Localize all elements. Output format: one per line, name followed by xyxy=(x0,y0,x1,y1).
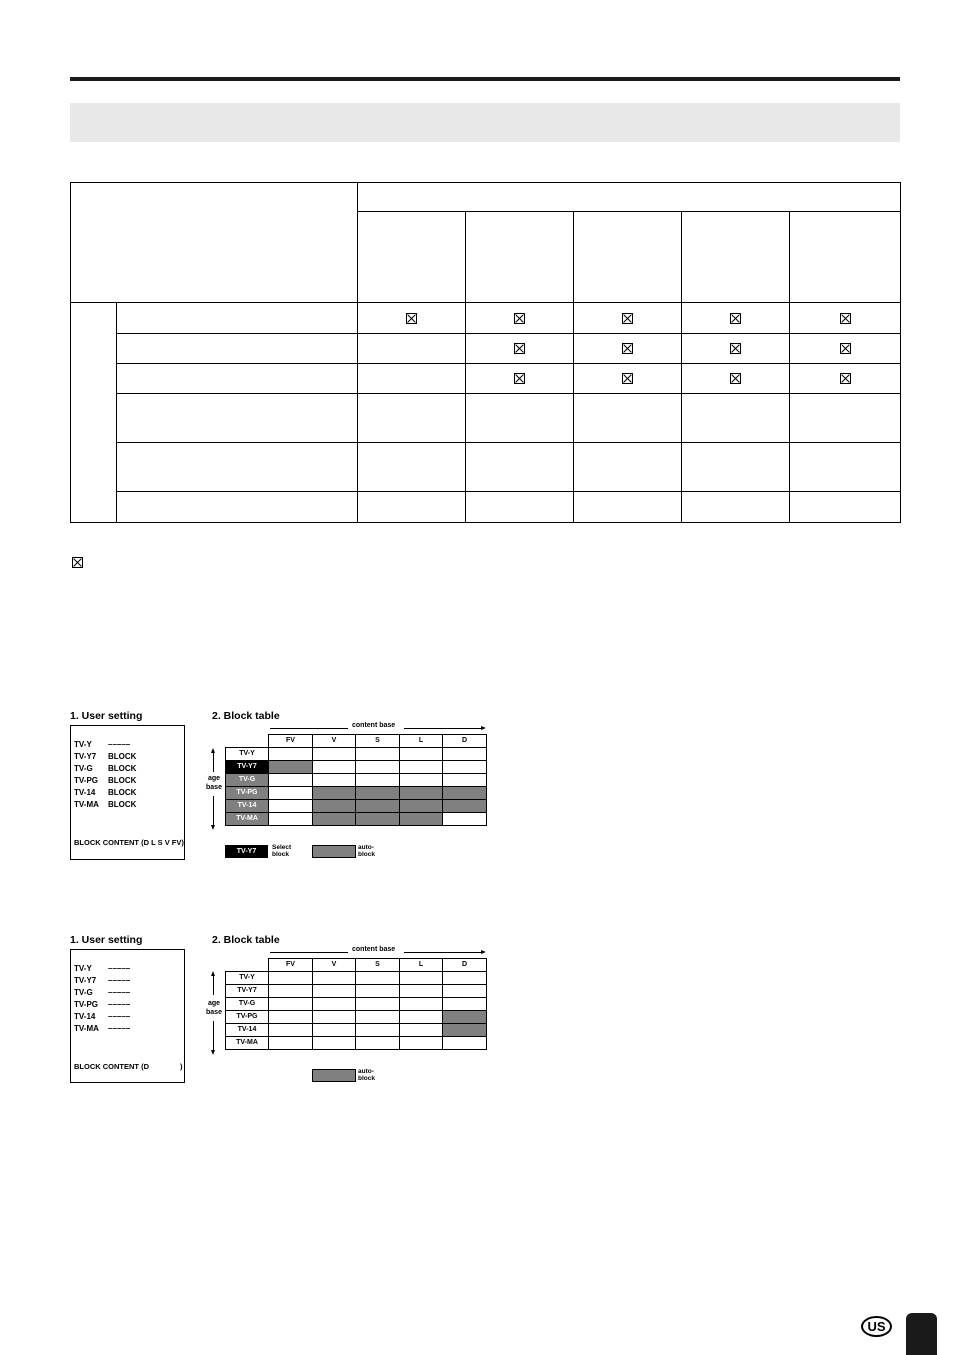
column-header: D xyxy=(443,959,487,972)
user-setting-row: TV-Y7 ––––– xyxy=(74,976,131,985)
user-setting-row: TV-14 BLOCK xyxy=(74,788,137,797)
table-row xyxy=(71,364,901,394)
column-header: FV xyxy=(269,735,313,748)
column-header: L xyxy=(400,959,443,972)
row-group-cell xyxy=(71,303,117,523)
rating-matrix-table xyxy=(70,182,901,523)
user-setting-row: TV-Y ––––– xyxy=(74,964,131,973)
row-label: TV-Y xyxy=(226,972,269,985)
user-setting-row: TV-G ––––– xyxy=(74,988,131,997)
user-setting-row: TV-PG ––––– xyxy=(74,1000,131,1009)
table-row xyxy=(226,800,487,813)
user-setting-row: TV-MA ––––– xyxy=(74,1024,131,1033)
column-header: L xyxy=(400,735,443,748)
table-row xyxy=(226,774,487,787)
x-box-icon xyxy=(72,557,83,568)
block-content-line: BLOCK CONTENT (D xyxy=(74,1062,149,1071)
x-box-icon xyxy=(622,313,633,324)
row-label: TV-Y xyxy=(226,748,269,761)
table-row xyxy=(226,998,487,1011)
column-header xyxy=(574,212,682,303)
row-label: TV-Y7 xyxy=(226,761,269,774)
x-box-icon xyxy=(730,343,741,354)
user-setting-row: TV-PG BLOCK xyxy=(74,776,137,785)
row-label: TV-MA xyxy=(226,1037,269,1050)
block-content-line: BLOCK CONTENT (D L S V FV) xyxy=(74,838,184,847)
row-label xyxy=(117,303,358,334)
column-header: S xyxy=(356,735,400,748)
block-table xyxy=(225,958,487,1050)
auto-block-swatch xyxy=(312,845,356,858)
table-row xyxy=(226,1037,487,1050)
row-label xyxy=(117,492,358,523)
row-label xyxy=(117,394,358,443)
user-setting-row: TV-Y7 BLOCK xyxy=(74,752,137,761)
row-label: TV-G xyxy=(226,774,269,787)
user-setting-row: TV-Y ––––– xyxy=(74,740,131,749)
row-label: TV-14 xyxy=(226,800,269,813)
table-row xyxy=(226,972,487,985)
row-label: TV-G xyxy=(226,998,269,1011)
x-box-icon xyxy=(514,313,525,324)
user-setting-panel xyxy=(70,949,185,1083)
x-box-icon xyxy=(406,313,417,324)
table-row xyxy=(71,394,901,443)
column-header xyxy=(790,212,901,303)
row-label xyxy=(117,334,358,364)
table-row xyxy=(226,1024,487,1037)
content-base-arrow xyxy=(270,952,348,953)
row-label: TV-Y7 xyxy=(226,985,269,998)
row-label: TV-14 xyxy=(226,1024,269,1037)
row-label: TV-PG xyxy=(226,1011,269,1024)
section-header-band xyxy=(70,103,900,142)
age-base-label: age base xyxy=(206,1000,222,1016)
table-row xyxy=(226,761,487,774)
age-base-arrow xyxy=(213,975,214,995)
user-setting-row: TV-14 ––––– xyxy=(74,1012,131,1021)
user-setting-title: 1. User setting xyxy=(70,934,143,946)
table-row xyxy=(226,985,487,998)
row-label: TV-MA xyxy=(226,813,269,826)
column-header: V xyxy=(313,735,356,748)
block-content-close: ) xyxy=(180,1062,183,1071)
table-row xyxy=(71,492,901,523)
content-base-arrow xyxy=(270,728,348,729)
row-label: TV-PG xyxy=(226,787,269,800)
table-row xyxy=(71,334,901,364)
x-box-icon xyxy=(514,373,525,384)
x-box-icon xyxy=(730,373,741,384)
age-base-label: age base xyxy=(206,775,222,791)
select-block-swatch: TV-Y7 xyxy=(225,845,268,858)
content-base-label: content base xyxy=(352,946,396,953)
column-header xyxy=(466,212,574,303)
column-header: FV xyxy=(269,959,313,972)
table-row xyxy=(226,787,487,800)
auto-block-label: auto- block xyxy=(358,1068,375,1082)
column-header: D xyxy=(443,735,487,748)
x-box-icon xyxy=(840,313,851,324)
us-region-badge: US xyxy=(861,1316,892,1337)
auto-block-label: auto- block xyxy=(358,844,375,858)
row-label xyxy=(117,443,358,492)
column-header xyxy=(358,212,466,303)
top-rule xyxy=(70,77,900,81)
block-table xyxy=(225,734,487,826)
x-box-icon xyxy=(622,343,633,354)
table-row xyxy=(226,813,487,826)
user-setting-title: 1. User setting xyxy=(70,710,143,722)
table-group-header xyxy=(358,183,901,212)
select-block-label: Select block xyxy=(272,844,292,858)
column-header: S xyxy=(356,959,400,972)
user-setting-row: TV-G BLOCK xyxy=(74,764,137,773)
table-row xyxy=(226,1011,487,1024)
block-table-title: 2. Block table xyxy=(212,710,280,722)
x-box-icon xyxy=(730,313,741,324)
column-header xyxy=(682,212,790,303)
row-label xyxy=(117,364,358,394)
auto-block-swatch xyxy=(312,1069,356,1082)
table-corner-cell xyxy=(71,183,358,303)
user-setting-panel xyxy=(70,725,185,860)
age-base-arrow xyxy=(213,752,214,772)
block-table-title: 2. Block table xyxy=(212,934,280,946)
table-row xyxy=(71,443,901,492)
x-box-icon xyxy=(840,373,851,384)
table-row xyxy=(226,748,487,761)
column-header: V xyxy=(313,959,356,972)
x-box-icon xyxy=(840,343,851,354)
x-box-icon xyxy=(622,373,633,384)
x-box-icon xyxy=(514,343,525,354)
content-base-label: content base xyxy=(352,722,396,729)
page-number-tab xyxy=(906,1313,937,1355)
user-setting-row: TV-MA BLOCK xyxy=(74,800,137,809)
table-row xyxy=(71,303,901,334)
